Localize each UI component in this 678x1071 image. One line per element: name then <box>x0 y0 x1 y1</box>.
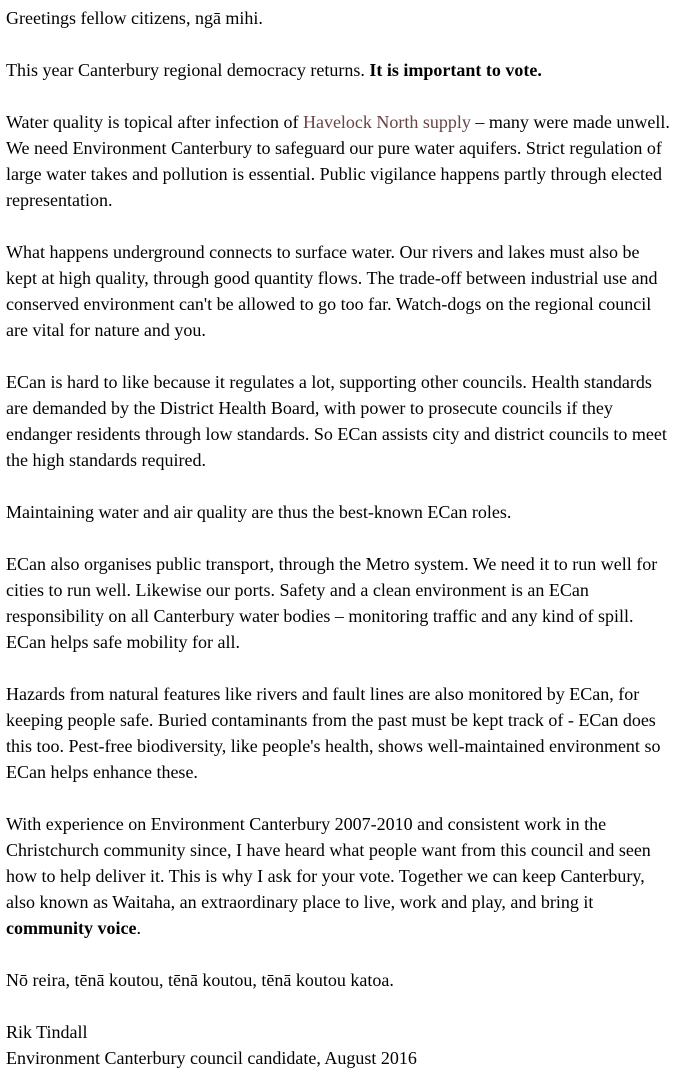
havelock-north-supply-link[interactable]: Havelock North supply <box>302 112 471 132</box>
paragraph <box>6 811 672 941</box>
text-run: Hazards from natural features like rivers and fault lines are also monitored by ECan, for keeping people safe. Buried contaminants from the past must be kept track of - ECan does this too. Pest-free biodiversity, like people's health, shows well-maintained environment so ECan helps enhance these. <box>6 684 661 782</box>
text-run: What happens underground connects to surface water. Our rivers and lakes must also be kept at high quality, through good quantity flows. The trade-off between industrial use and conserved environment can't be allowed to go too far. Watch-dogs on the regional council are vital for nature and you. <box>6 242 658 340</box>
paragraph <box>6 239 672 343</box>
text-run: Rik Tindall <box>6 1022 88 1042</box>
bold-text-run: community voice <box>6 918 137 938</box>
text-run: Environment Canterbury council candidate, August 2016 <box>6 1048 417 1068</box>
paragraph <box>6 57 672 83</box>
paragraph <box>6 369 672 473</box>
text-run: Greetings fellow citizens, ngā mihi. <box>6 8 263 28</box>
text-run: Nō reira, tēnā koutou, tēnā koutou, tēnā koutou katoa. <box>6 970 394 990</box>
paragraph <box>6 109 672 213</box>
bold-text-run: It is important to vote. <box>369 60 542 80</box>
paragraph <box>6 499 672 525</box>
paragraph <box>6 967 672 993</box>
text-run: Water quality is topical after infection of <box>6 112 303 132</box>
text-run: – many were made unwell. We need Environment Canterbury to safeguard our pure water aquifers. Strict regulation of large water takes and pollution is essential. Public vigilance happens partly through elected representation. <box>6 112 670 210</box>
text-run: ECan is hard to like because it regulates a lot, supporting other councils. Health standards are demanded by the District Health Board, with power to prosecute councils if they endanger residents through low standards. So ECan assists city and district councils to meet the high standards required. <box>6 372 667 470</box>
text-run: Maintaining water and air quality are thus the best-known ECan roles. <box>6 502 512 522</box>
text-run: This year Canterbury regional democracy returns. <box>6 60 370 80</box>
paragraph <box>6 681 672 785</box>
paragraph <box>6 1019 672 1071</box>
paragraph <box>6 551 672 655</box>
paragraph <box>6 5 672 31</box>
text-run: ECan also organises public transport, through the Metro system. We need it to run well for cities to run well. Likewise our ports. Safety and a clean environment is an ECan responsibility on all Canterbury water bodies – monitoring traffic and any kind of spill. ECan helps safe mobility for all. <box>6 554 658 652</box>
text-run: . <box>136 918 141 938</box>
text-run: With experience on Environment Canterbury 2007-2010 and consistent work in the Christchurch community since, I have heard what people want from this council and seen how to help deliver it. This is why I ask for your vote. Together we can keep Canterbury, also known as Waitaha, an extraordinary place to live, work and play, and bring it <box>6 814 651 912</box>
